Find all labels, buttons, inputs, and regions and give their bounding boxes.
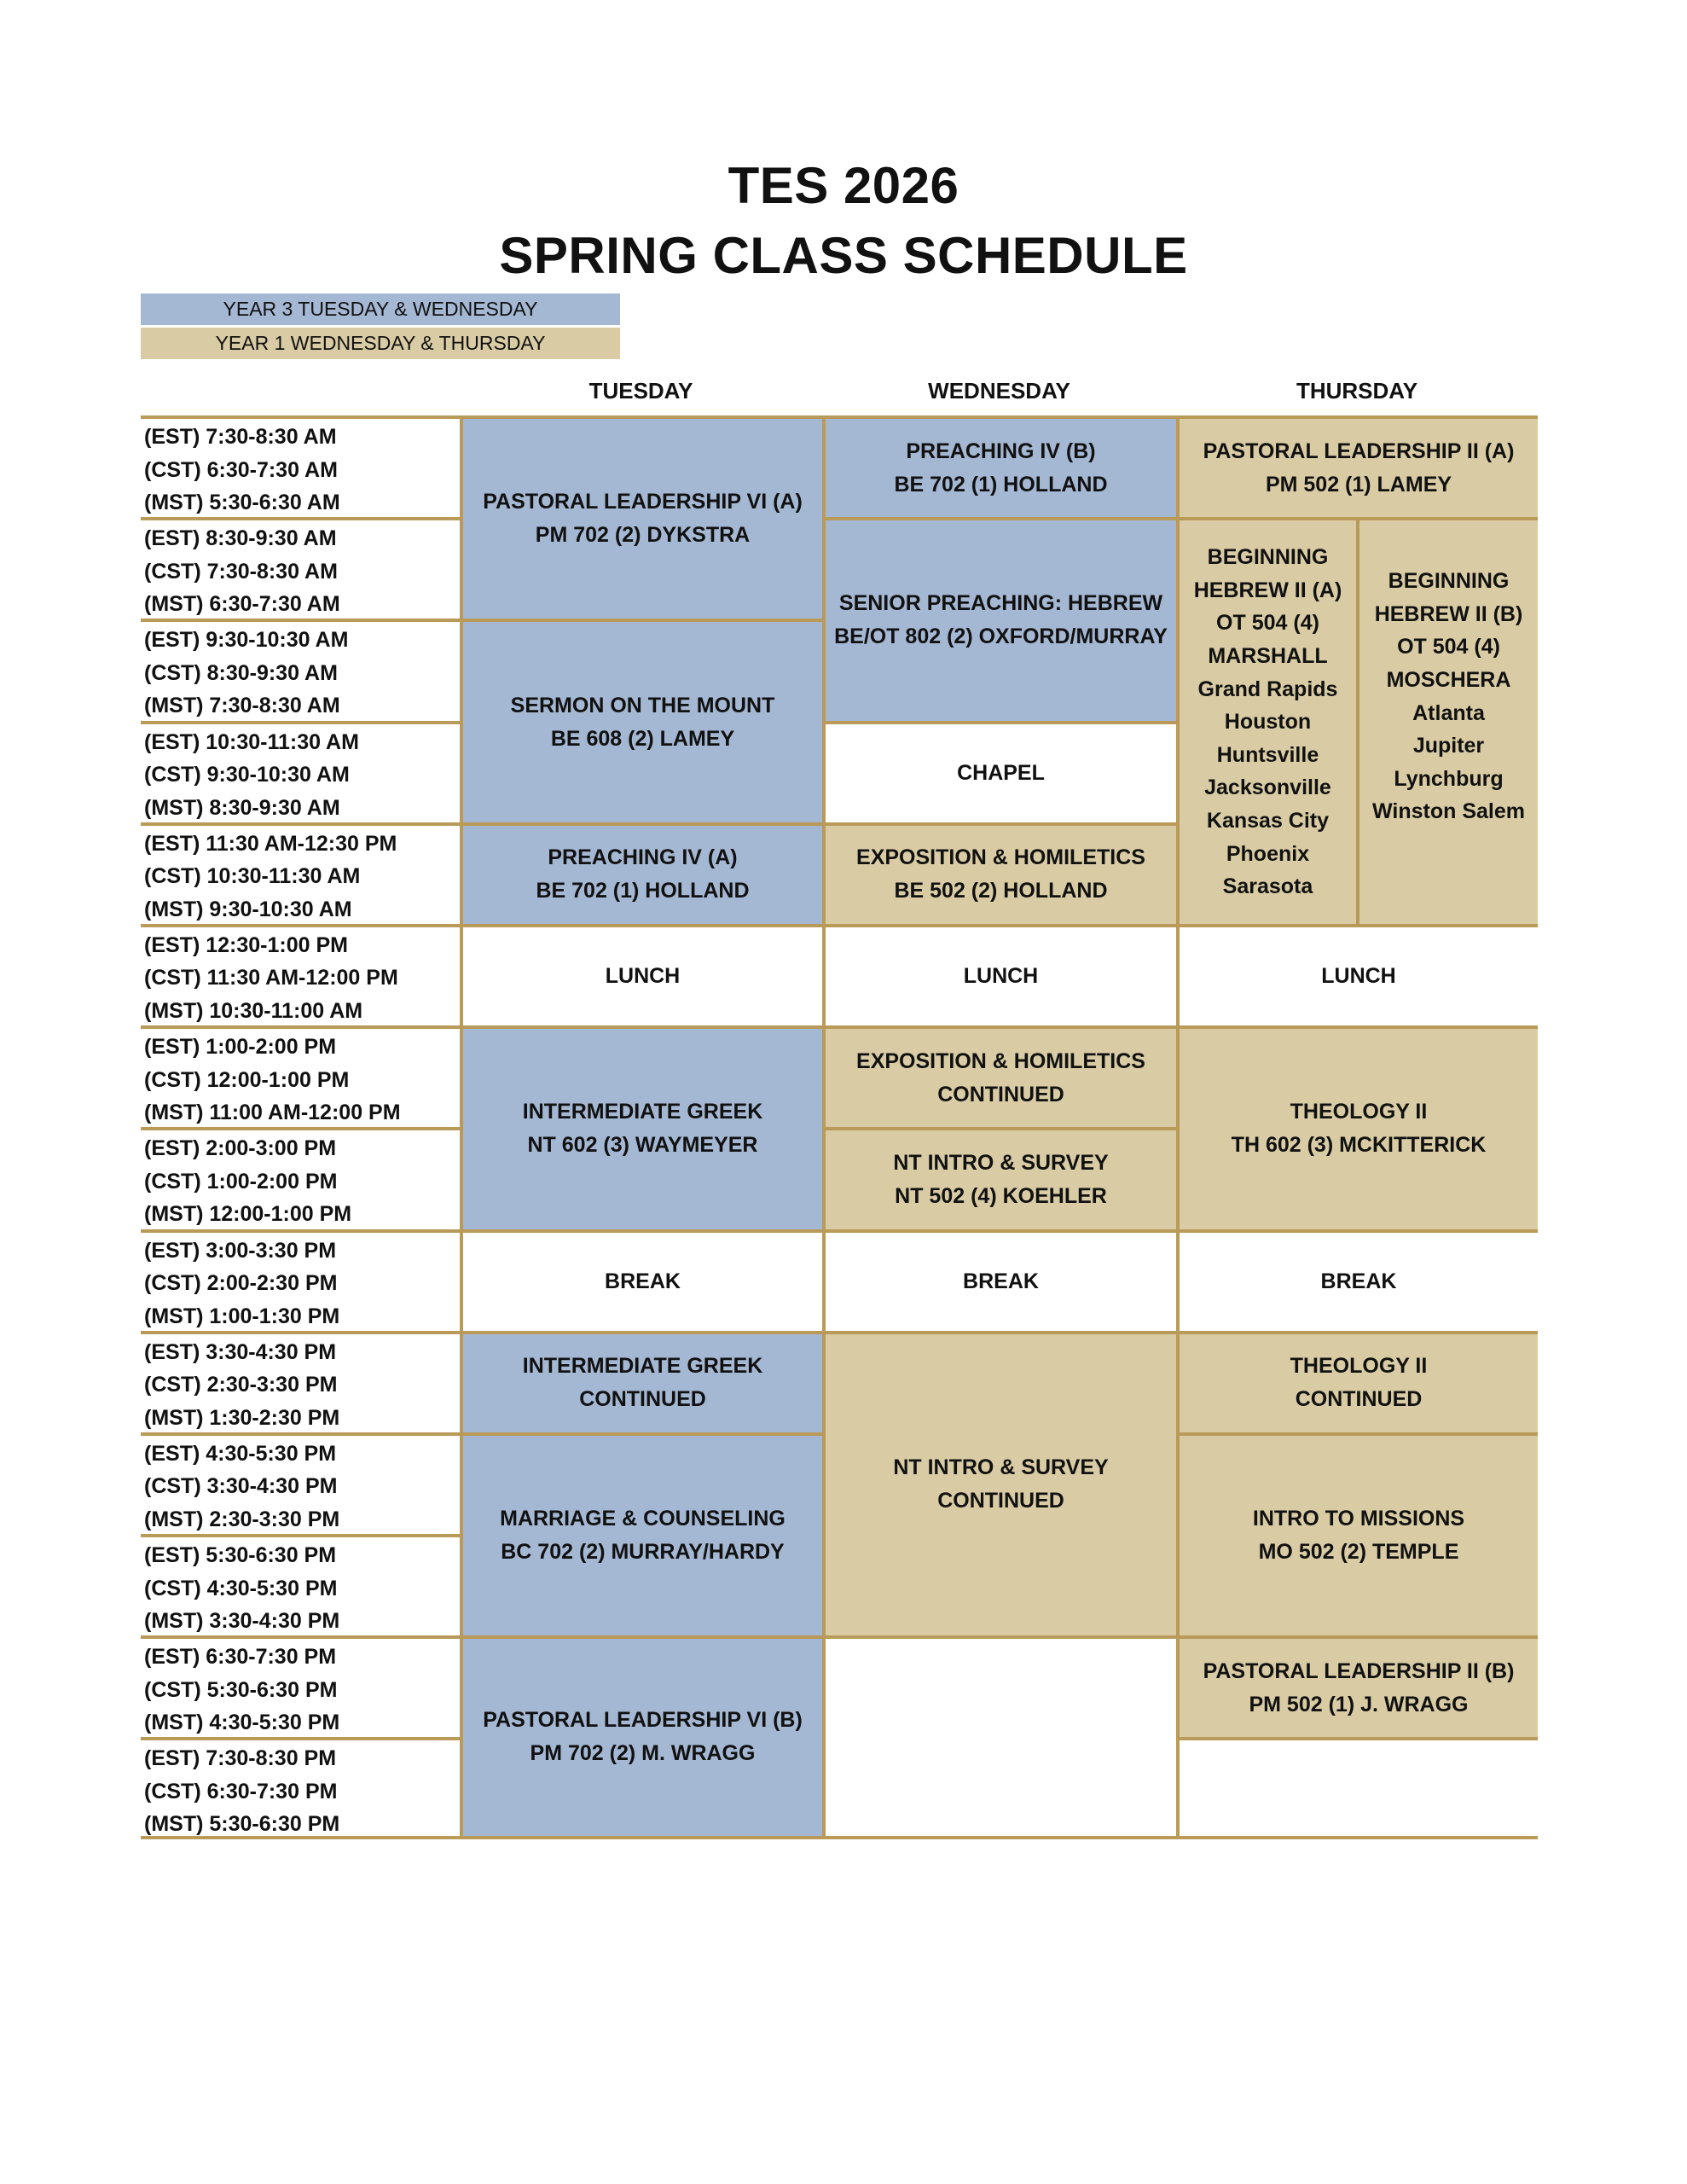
time-mst: (MST) 6:30-7:30 AM [144,592,340,617]
time-mst: (MST) 9:30-10:30 AM [144,897,352,921]
course-title: THEOLOGY II [1290,1354,1428,1379]
class-senior-preaching-hebrew [822,517,1176,720]
class-theology-ii [1176,1025,1538,1228]
course-note: CONTINUED [579,1387,706,1412]
course-title: PASTORAL LEADERSHIP VI (B) [483,1708,803,1733]
time-mst: (MST) 7:30-8:30 AM [144,694,340,718]
course-code: PM 702 (2) M. WRAGG [530,1741,756,1766]
time-est: (EST) 1:00-2:00 PM [144,1035,337,1060]
course-code: OT 504 (4) [1216,611,1319,636]
class-theology-ii-continued [1176,1331,1538,1432]
time-slot [141,1025,460,1127]
lunch-thursday: LUNCH [1176,924,1538,1025]
site: Huntsville [1216,742,1319,767]
time-cst: (CST) 2:00-2:30 PM [144,1271,338,1295]
day-header-tuesday: TUESDAY [588,377,693,404]
course-title: PREACHING IV (B) [906,439,1096,463]
time-cst: (CST) 7:30-8:30 AM [144,559,338,584]
lunch-tuesday: LUNCH [460,924,822,1025]
empty-slot-thursday [1176,1737,1538,1838]
instructor: MOSCHERA [1386,667,1511,692]
time-cst: (CST) 8:30-9:30 AM [144,660,338,685]
time-slot [141,822,460,924]
time-est: (EST) 5:30-6:30 PM [144,1543,337,1568]
site: Lynchburg [1394,766,1504,791]
site: Houston [1224,710,1312,735]
time-cst: (CST) 2:30-3:30 PM [144,1373,338,1397]
class-nt-intro-survey-continued [822,1331,1176,1636]
course-code: NT 502 (4) KOEHLER [895,1183,1107,1208]
day-header-thursday: THURSDAY [1296,377,1418,404]
time-slot [141,924,460,1025]
time-est: (EST) 12:30-1:00 PM [144,932,348,957]
time-cst: (CST) 12:00-1:00 PM [144,1067,350,1092]
time-slot [141,1229,460,1331]
page-title-line1: TES 2026 [728,157,959,214]
time-mst: (MST) 5:30-6:30 AM [144,491,340,514]
time-est: (EST) 7:30-8:30 AM [144,425,337,449]
time-est: (EST) 9:30-10:30 AM [144,628,349,653]
time-est: (EST) 3:00-3:30 PM [144,1238,337,1263]
course-note: CONTINUED [1295,1387,1423,1412]
class-pastoral-leadership-ii-b [1176,1635,1538,1737]
instructor: MARSHALL [1208,644,1328,669]
time-mst: (MST) 1:30-2:30 PM [144,1405,340,1430]
class-pastoral-leadership-vi-a [460,415,822,619]
course-code: BE/OT 802 (2) OXFORD/MURRAY [834,624,1168,649]
time-slot [141,1635,460,1737]
course-title: PASTORAL LEADERSHIP II (A) [1203,439,1515,463]
time-cst: (CST) 5:30-6:30 PM [144,1677,338,1702]
time-mst: (MST) 8:30-9:30 AM [144,795,340,820]
course-title: EXPOSITION & HOMILETICS [856,1048,1145,1073]
time-mst: (MST) 5:30-6:30 PM [144,1812,340,1837]
time-cst: (CST) 1:00-2:00 PM [144,1169,338,1194]
lunch-wednesday: LUNCH [822,924,1176,1025]
class-nt-intro-survey [822,1127,1176,1228]
time-mst: (MST) 11:00 AM-12:00 PM [144,1101,401,1125]
class-exposition-homiletics [822,822,1176,924]
site: Jupiter [1412,734,1485,758]
time-cst: (CST) 9:30-10:30 AM [144,763,350,787]
course-code: PM 502 (1) J. WRAGG [1249,1692,1469,1716]
time-cst: (CST) 6:30-7:30 AM [144,457,338,482]
course-title: INTRO TO MISSIONS [1252,1507,1465,1531]
course-title: EXPOSITION & HOMILETICS [856,845,1145,870]
course-code: OT 504 (4) [1397,635,1500,659]
class-beginning-hebrew-ii-b [1356,517,1538,924]
course-code: PM 702 (2) DYKSTRA [535,523,751,548]
course-code: TH 602 (3) MCKITTERICK [1231,1133,1487,1158]
course-title: HEBREW II (B) [1374,601,1523,626]
course-title: NT INTRO & SURVEY [893,1455,1109,1480]
course-code: NT 602 (3) WAYMEYER [527,1133,758,1158]
class-preaching-iv-a [460,822,822,924]
course-code: BE 502 (2) HOLLAND [894,879,1108,903]
page-title-line2: SPRING CLASS SCHEDULE [499,227,1188,284]
class-intermediate-greek-continued [460,1331,822,1432]
time-slot [141,1331,460,1432]
time-mst: (MST) 2:30-3:30 PM [144,1507,340,1531]
course-title: THEOLOGY II [1290,1100,1428,1124]
class-preaching-iv-b [822,415,1176,517]
site: Atlanta [1412,700,1485,725]
course-title: INTERMEDIATE GREEK [522,1354,763,1379]
course-title: SENIOR PREACHING: HEBREW [838,591,1163,616]
time-mst: (MST) 10:30-11:00 AM [144,998,363,1023]
course-code: MO 502 (2) TEMPLE [1258,1540,1459,1565]
time-cst: (CST) 4:30-5:30 PM [144,1576,338,1600]
time-slot [141,415,460,517]
course-title: SERMON ON THE MOUNT [510,693,775,717]
course-title: NT INTRO & SURVEY [893,1150,1109,1175]
time-cst: (CST) 11:30 AM-12:00 PM [144,966,398,990]
time-slot [141,517,460,619]
time-est: (EST) 8:30-9:30 AM [144,526,337,551]
break-thursday: BREAK [1176,1229,1538,1331]
class-marriage-counseling [460,1432,822,1635]
class-exposition-homiletics-continued [822,1025,1176,1127]
course-code: BC 702 (2) MURRAY/HARDY [501,1540,785,1565]
legend-year3: YEAR 3 TUESDAY & WEDNESDAY [141,293,620,325]
course-title: PASTORAL LEADERSHIP II (B) [1203,1658,1515,1683]
course-title: BEGINNING [1388,569,1510,594]
course-title: PREACHING IV (A) [548,845,738,870]
time-est: (EST) 2:00-3:00 PM [144,1136,337,1161]
time-mst: (MST) 3:30-4:30 PM [144,1609,340,1634]
time-mst: (MST) 1:00-1:30 PM [144,1304,340,1328]
day-header-wednesday: WEDNESDAY [928,377,1070,404]
course-title: BEGINNING [1207,545,1329,570]
time-est: (EST) 7:30-8:30 PM [144,1746,337,1771]
class-pastoral-leadership-vi-b [460,1635,822,1838]
course-title: PASTORAL LEADERSHIP VI (A) [483,490,803,514]
time-est: (EST) 3:30-4:30 PM [144,1339,337,1364]
course-code: BE 702 (1) HOLLAND [536,879,750,903]
time-cst: (CST) 3:30-4:30 PM [144,1474,338,1499]
time-mst: (MST) 12:00-1:00 PM [144,1202,352,1227]
site: Phoenix [1226,841,1310,866]
course-title: HEBREW II (A) [1193,578,1342,602]
break-tuesday: BREAK [460,1229,822,1331]
course-note: CONTINUED [937,1489,1064,1513]
site: Grand Rapids [1197,677,1338,701]
class-intro-to-missions [1176,1432,1538,1635]
site: Sarasota [1222,874,1313,899]
legend-year1: YEAR 1 WEDNESDAY & THURSDAY [141,328,620,359]
course-code: BE 608 (2) LAMEY [550,726,735,751]
time-est: (EST) 11:30 AM-12:30 PM [144,831,397,856]
class-sermon-on-the-mount [460,619,822,822]
time-slot [141,1127,460,1228]
time-cst: (CST) 6:30-7:30 PM [144,1779,338,1804]
course-title: INTERMEDIATE GREEK [522,1100,763,1124]
course-title: MARRIAGE & COUNSELING [500,1507,786,1531]
break-wednesday: BREAK [822,1229,1176,1331]
schedule-grid [141,415,1538,1839]
chapel-wednesday: CHAPEL [822,721,1176,822]
time-est: (EST) 10:30-11:30 AM [144,729,359,754]
time-mst: (MST) 4:30-5:30 PM [144,1711,340,1735]
time-slot [141,1737,460,1838]
time-est: (EST) 6:30-7:30 PM [144,1645,337,1670]
class-intermediate-greek [460,1025,822,1228]
time-slot [141,619,460,720]
time-cst: (CST) 10:30-11:30 AM [144,864,361,889]
site: Winston Salem [1372,799,1525,824]
time-est: (EST) 4:30-5:30 PM [144,1441,337,1466]
course-code: PM 502 (1) LAMEY [1265,472,1452,497]
empty-slot-wednesday [822,1635,1176,1838]
site: Jacksonville [1204,775,1331,800]
course-note: CONTINUED [937,1082,1064,1107]
class-beginning-hebrew-ii-a [1176,517,1356,924]
time-slot [141,1432,460,1534]
time-slot [141,721,460,822]
class-pastoral-leadership-ii-a [1176,415,1538,517]
site: Kansas City [1206,809,1330,834]
time-slot [141,1534,460,1635]
course-code: BE 702 (1) HOLLAND [894,472,1108,497]
